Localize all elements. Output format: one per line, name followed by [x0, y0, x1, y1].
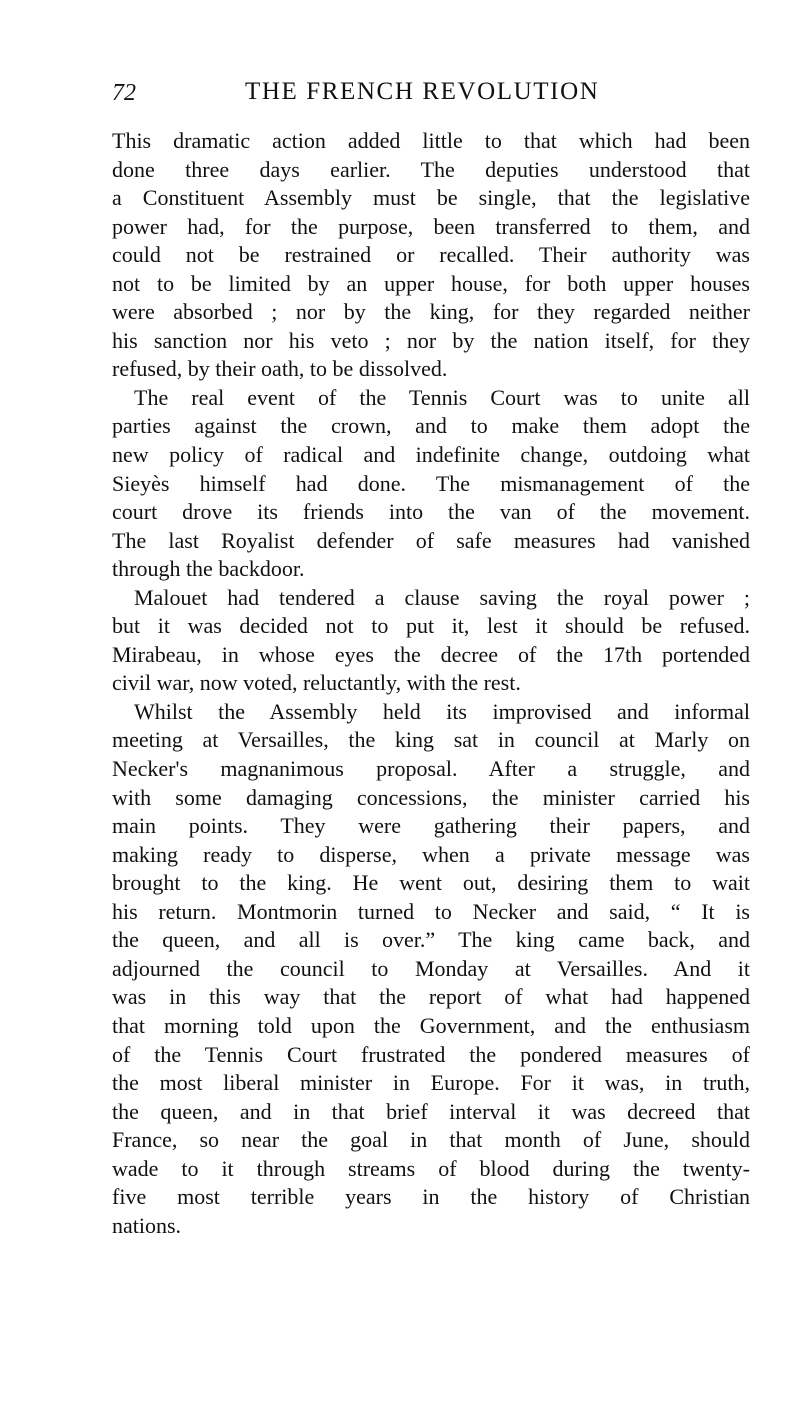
text-line: Malouet had tendered a clause saving the royal power ; [134, 584, 750, 610]
text-line: This dramatic action added little to that which had been [112, 128, 750, 153]
text-line: Whilst the Assembly held its improvised and informal [134, 698, 750, 724]
text-line: his sanction nor his veto ; nor by the nation itself, for they [112, 327, 750, 353]
text-line: but it was decided not to put it, lest it should be refused. [112, 613, 750, 639]
text-line: refused, by their oath, to be dissolved. [112, 356, 448, 382]
text-line: Sieyès himself had done. The mismanagement of the [112, 470, 750, 496]
text-line: Mirabeau, in whose eyes the decree of the 17th portended [112, 641, 750, 667]
text-line: was in this way that the report of what had happened [112, 984, 750, 1010]
text-line: court drove its friends into the van of the movement. [112, 499, 750, 525]
running-header [112, 78, 750, 112]
text-line: the queen, and in that brief interval it was decreed that [112, 1098, 750, 1124]
text-line: main points. They were gathering their papers, and [112, 813, 750, 839]
text-line: not to be limited by an upper house, for both upper houses [112, 270, 750, 296]
text-line: power had, for the purpose, been transferred to them, and [112, 213, 750, 239]
text-line: Necker's magnanimous proposal. After a struggle, and [112, 756, 750, 782]
text-line: were absorbed ; nor by the king, for they regarded neither [112, 299, 750, 325]
text-line: could not be restrained or recalled. Their authority was [112, 242, 750, 268]
text-line: adjourned the council to Monday at Versailles. And it [112, 955, 750, 981]
text-line: civil war, now voted, reluctantly, with the rest. [112, 670, 521, 696]
text-line: nations. [112, 1212, 182, 1238]
text-line: his return. Montmorin turned to Necker and said, “ It is [112, 898, 750, 924]
text-line: parties against the crown, and to make them adopt the [112, 413, 750, 439]
text-line: that morning told upon the Government, and the enthusiasm [112, 1012, 750, 1038]
paragraph [112, 127, 750, 384]
text-line: the queen, and all is over.” The king came back, and [112, 927, 750, 953]
paragraph [112, 384, 750, 584]
text-line: five most terrible years in the history of Christian [112, 1184, 750, 1210]
text-line: France, so near the goal in that month of June, should [112, 1127, 750, 1153]
text-line: The last Royalist defender of safe measures had vanished [112, 527, 750, 553]
paragraph [112, 584, 750, 698]
text-line: wade to it through streams of blood during the twenty- [112, 1155, 750, 1181]
page-number: 72 [112, 80, 136, 106]
text-line: a Constituent Assembly must be single, that the legislative [112, 185, 750, 211]
paragraph [112, 698, 750, 1240]
text-line: done three days earlier. The deputies understood that [112, 156, 750, 182]
page-body [112, 127, 750, 1240]
text-line: of the Tennis Court frustrated the pondered measures of [112, 1041, 750, 1067]
running-title: THE FRENCH REVOLUTION [245, 78, 600, 105]
text-line: through the backdoor. [112, 556, 305, 582]
text-line: the most liberal minister in Europe. For it was, in truth, [112, 1070, 750, 1096]
text-line: with some damaging concessions, the minister carried his [112, 784, 750, 810]
text-line: making ready to disperse, when a private message was [112, 841, 750, 867]
text-line: new policy of radical and indefinite change, outdoing what [112, 442, 750, 468]
text-line: brought to the king. He went out, desiring them to wait [112, 870, 750, 896]
text-line: meeting at Versailles, the king sat in council at Marly on [112, 727, 750, 753]
text-line: The real event of the Tennis Court was to unite all [134, 384, 750, 410]
